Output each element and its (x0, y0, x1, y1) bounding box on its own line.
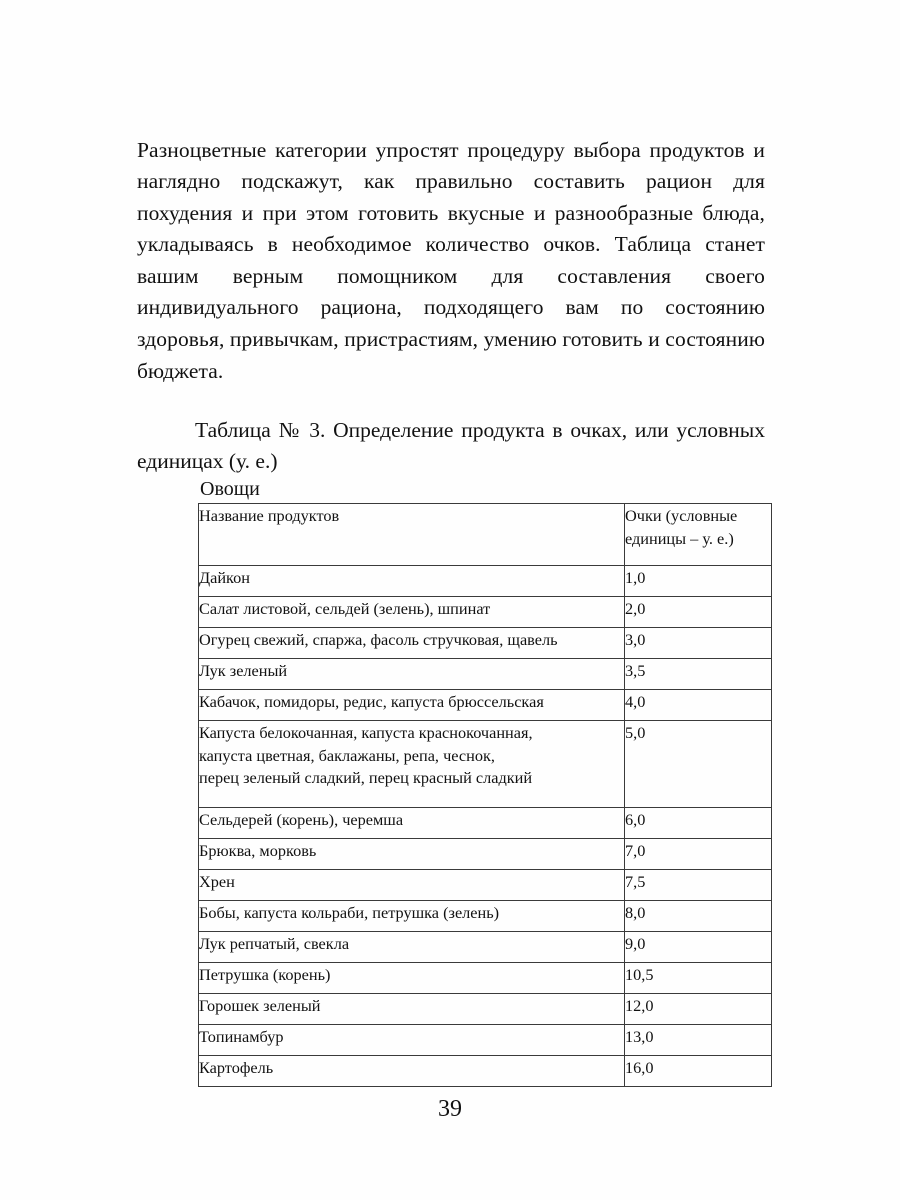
table-caption: Таблица № 3. Определение продукта в очках, или условных единицах (у. е.) (137, 417, 765, 474)
cell-product-name-line: перец зеленый сладкий, перец красный сладкий (199, 768, 533, 788)
cell-points-value: 3,5 (625, 659, 772, 690)
cell-points-value: 6,0 (625, 808, 772, 839)
cell-product-name-line: Петрушка (корень) (199, 965, 331, 984)
table-row (199, 1025, 772, 1056)
cell-product-name (199, 1056, 625, 1087)
cell-points-value: 10,5 (625, 963, 772, 994)
cell-product-name (199, 721, 625, 808)
table-header-row (199, 504, 772, 566)
cell-points-value: 8,0 (625, 901, 772, 932)
section-label-vegetables: Овощи (200, 478, 260, 500)
body-paragraph: Разноцветные категории упростят процедуру выбора продуктов и наглядно подскажут, как правильно составить рацион для похудения и при этом готовить вкусные и разнообразные блюда, укладываясь в необходимое количество очков. Таблица станет вашим верным помощником для составления своего индивидуального рациона, подходящего вам по состоянию здоровья, привычкам, пристрастиям, умению готовить и состоянию бюджета. (137, 137, 765, 383)
column-header-points-line1: Очки (условные (625, 506, 738, 525)
table-row (199, 901, 772, 932)
cell-product-name-line: Бобы, капуста кольраби, петрушка (зелень) (199, 903, 500, 922)
cell-product-name (199, 628, 625, 659)
cell-points-value: 13,0 (625, 1025, 772, 1056)
cell-product-name (199, 597, 625, 628)
table-row (199, 808, 772, 839)
cell-product-name-line: Сельдерей (корень), черемша (199, 810, 404, 829)
cell-product-name-line: Дайкон (199, 568, 250, 587)
cell-points-value: 4,0 (625, 690, 772, 721)
table-row (199, 839, 772, 870)
table-body (199, 566, 772, 1087)
cell-points-value: 9,0 (625, 932, 772, 963)
table-row (199, 963, 772, 994)
cell-product-name (199, 870, 625, 901)
cell-product-name (199, 994, 625, 1025)
table-row (199, 566, 772, 597)
cell-product-name-line: Лук зеленый (199, 661, 288, 680)
cell-product-name (199, 566, 625, 597)
table-row (199, 932, 772, 963)
cell-product-name (199, 1025, 625, 1056)
cell-product-name (199, 690, 625, 721)
cell-product-name-line: Огурец свежий, спаржа, фасоль стручковая, щавель (199, 630, 558, 649)
table-row (199, 628, 772, 659)
page-number: 39 (438, 1096, 462, 1122)
cell-product-name-line: Картофель (199, 1058, 274, 1077)
table-row (199, 690, 772, 721)
cell-product-name-line: Лук репчатый, свекла (199, 934, 350, 953)
cell-points-value: 12,0 (625, 994, 772, 1025)
points-table-wrapper (198, 503, 771, 1087)
column-header-points-line2: единицы – у. е.) (625, 528, 734, 548)
cell-points-value: 2,0 (625, 597, 772, 628)
table-row (199, 597, 772, 628)
cell-product-name-line: Капуста белокочанная, капуста краснокочанная, (199, 723, 533, 742)
column-header-product-name: Название продуктов (199, 504, 625, 566)
cell-product-name (199, 808, 625, 839)
cell-points-value: 16,0 (625, 1056, 772, 1087)
cell-product-name (199, 963, 625, 994)
cell-product-name-line: Кабачок, помидоры, редис, капуста брюссельская (199, 692, 544, 711)
cell-product-name-line: Салат листовой, сельдей (зелень), шпинат (199, 599, 491, 618)
cell-points-value: 7,0 (625, 839, 772, 870)
table-row (199, 721, 772, 808)
cell-product-name-line: Брюква, морковь (199, 841, 317, 860)
cell-product-name-line: Хрен (199, 872, 235, 891)
table-row (199, 994, 772, 1025)
cell-points-value: 3,0 (625, 628, 772, 659)
table-row (199, 1056, 772, 1087)
cell-points-value: 1,0 (625, 566, 772, 597)
table-header (199, 504, 772, 566)
cell-product-name (199, 932, 625, 963)
column-header-points (625, 504, 772, 566)
points-table (198, 503, 772, 1087)
cell-product-name-line: Горошек зеленый (199, 996, 321, 1015)
table-row (199, 659, 772, 690)
cell-points-value: 5,0 (625, 721, 772, 808)
cell-product-name (199, 901, 625, 932)
cell-product-name-line: Топинамбур (199, 1027, 284, 1046)
cell-product-name-line: капуста цветная, баклажаны, репа, чеснок, (199, 745, 495, 765)
table-row (199, 870, 772, 901)
cell-product-name (199, 839, 625, 870)
cell-product-name (199, 659, 625, 690)
cell-points-value: 7,5 (625, 870, 772, 901)
